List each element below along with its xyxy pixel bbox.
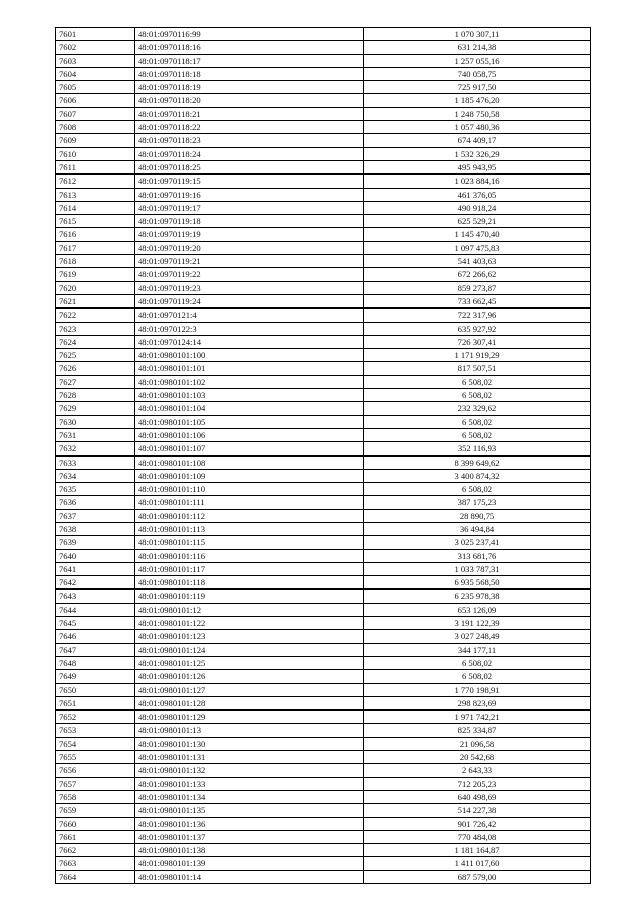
cadastral-value-cell: 6 508,02 [364,670,591,683]
table-row [56,335,591,348]
row-number-cell: 7622 [56,308,135,322]
cadastral-value-cell: 1 532 326,29 [364,147,591,160]
table-row [56,710,591,724]
row-number-cell: 7631 [56,428,135,441]
table-row [56,656,591,669]
cadastral-value-cell: 6 235 978,38 [364,589,591,603]
cadastral-number-cell: 48:01:0970119:19 [135,228,364,241]
cadastral-value-cell: 653 126,09 [364,603,591,616]
table-row [56,322,591,335]
cadastral-number-cell: 48:01:0980101:119 [135,589,364,603]
cadastral-number-cell: 48:01:0970119:22 [135,268,364,281]
cadastral-number-cell: 48:01:0980101:118 [135,576,364,590]
cadastral-number-cell: 48:01:0980101:104 [135,402,364,415]
table-row [56,857,591,870]
table-row [56,830,591,843]
table-row [56,294,591,308]
cadastral-value-cell: 1 097 475,83 [364,241,591,254]
cadastral-number-cell: 48:01:0970119:21 [135,255,364,268]
table-row [56,696,591,710]
row-number-cell: 7628 [56,389,135,402]
row-number-cell: 7664 [56,870,135,883]
row-number-cell: 7656 [56,764,135,777]
cadastral-value-cell: 541 403,63 [364,255,591,268]
cadastral-value-cell: 514 227,38 [364,804,591,817]
cadastral-number-cell: 48:01:0980101:133 [135,777,364,790]
cadastral-value-cell: 490 918,24 [364,201,591,214]
row-number-cell: 7634 [56,469,135,482]
row-number-cell: 7644 [56,603,135,616]
cadastral-number-cell: 48:01:0970118:25 [135,160,364,174]
table-row [56,415,591,428]
cadastral-value-cell: 3 400 874,32 [364,469,591,482]
row-number-cell: 7650 [56,683,135,696]
cadastral-number-cell: 48:01:0980101:14 [135,870,364,883]
table-row [56,617,591,630]
row-number-cell: 7653 [56,724,135,737]
cadastral-number-cell: 48:01:0970122:3 [135,322,364,335]
cadastral-value-cell: 1 023 884,16 [364,174,591,188]
table-row [56,469,591,482]
row-number-cell: 7614 [56,201,135,214]
table-row [56,576,591,590]
cadastral-number-cell: 48:01:0970121:4 [135,308,364,322]
table-row [56,603,591,616]
cadastral-number-cell: 48:01:0980101:123 [135,630,364,643]
cadastral-value-cell: 740 058,75 [364,67,591,80]
row-number-cell: 7611 [56,160,135,174]
row-number-cell: 7619 [56,268,135,281]
cadastral-number-cell: 48:01:0980101:111 [135,496,364,509]
table-row [56,268,591,281]
row-number-cell: 7608 [56,121,135,134]
row-number-cell: 7620 [56,281,135,294]
cadastral-value-cell: 1 070 307,11 [364,28,591,41]
table-row [56,134,591,147]
row-number-cell: 7613 [56,188,135,201]
table-row [56,844,591,857]
cadastral-number-cell: 48:01:0980101:122 [135,617,364,630]
cadastral-value-cell: 8 399 649,62 [364,456,591,470]
cadastral-number-cell: 48:01:0980101:139 [135,857,364,870]
table-row [56,147,591,160]
table-row [56,496,591,509]
table-row [56,549,591,562]
cadastral-value-cell: 495 943,95 [364,160,591,174]
row-number-cell: 7659 [56,804,135,817]
cadastral-value-cell: 687 579,00 [364,870,591,883]
cadastral-number-cell: 48:01:0980101:132 [135,764,364,777]
table-row [56,201,591,214]
row-number-cell: 7636 [56,496,135,509]
cadastral-number-cell: 48:01:0970119:16 [135,188,364,201]
table-row [56,509,591,522]
table-row [56,67,591,80]
cadastral-number-cell: 48:01:0980101:124 [135,643,364,656]
cadastral-value-cell: 825 334,87 [364,724,591,737]
cadastral-number-cell: 48:01:0980101:109 [135,469,364,482]
cadastral-number-cell: 48:01:0970118:21 [135,107,364,120]
table-row [56,456,591,470]
cadastral-value-cell: 36 494,84 [364,522,591,535]
table-row [56,670,591,683]
cadastral-value-cell: 3 027 248,49 [364,630,591,643]
cadastral-number-cell: 48:01:0980101:131 [135,751,364,764]
row-number-cell: 7641 [56,562,135,575]
cadastral-number-cell: 48:01:0970118:19 [135,81,364,94]
row-number-cell: 7637 [56,509,135,522]
row-number-cell: 7610 [56,147,135,160]
cadastral-value-cell: 725 917,50 [364,81,591,94]
cadastral-number-cell: 48:01:0970118:22 [135,121,364,134]
cadastral-value-cell: 640 498,69 [364,790,591,803]
table-row [56,107,591,120]
cadastral-number-cell: 48:01:0970119:18 [135,215,364,228]
table-row [56,683,591,696]
cadastral-value-cell: 6 508,02 [364,389,591,402]
cadastral-number-cell: 48:01:0970118:18 [135,67,364,80]
table-row [56,228,591,241]
row-number-cell: 7632 [56,442,135,456]
cadastral-value-cell: 6 508,02 [364,428,591,441]
cadastral-number-cell: 48:01:0970119:24 [135,294,364,308]
row-number-cell: 7616 [56,228,135,241]
table-row [56,54,591,67]
cadastral-number-cell: 48:01:0980101:108 [135,456,364,470]
row-number-cell: 7654 [56,737,135,750]
cadastral-number-cell: 48:01:0970119:17 [135,201,364,214]
cadastral-number-cell: 48:01:0980101:135 [135,804,364,817]
row-number-cell: 7603 [56,54,135,67]
cadastral-number-cell: 48:01:0970116:99 [135,28,364,41]
cadastral-value-cell: 733 662,45 [364,294,591,308]
cadastral-number-cell: 48:01:0970118:20 [135,94,364,107]
cadastral-number-cell: 48:01:0980101:117 [135,562,364,575]
cadastral-value-cell: 344 177,11 [364,643,591,656]
table-row [56,817,591,830]
cadastral-number-cell: 48:01:0980101:101 [135,362,364,375]
row-number-cell: 7617 [56,241,135,254]
cadastral-number-cell: 48:01:0970119:23 [135,281,364,294]
cadastral-value-cell: 1 033 787,31 [364,562,591,575]
cadastral-number-cell: 48:01:0980101:130 [135,737,364,750]
table-row [56,349,591,362]
row-number-cell: 7601 [56,28,135,41]
cadastral-value-cell: 313 681,76 [364,549,591,562]
row-number-cell: 7648 [56,656,135,669]
cadastral-value-cell: 1 770 198,91 [364,683,591,696]
table-row [56,389,591,402]
table-row [56,281,591,294]
row-number-cell: 7627 [56,375,135,388]
cadastral-value-cell: 1 171 919,29 [364,349,591,362]
row-number-cell: 7629 [56,402,135,415]
cadastral-value-cell: 726 307,41 [364,335,591,348]
row-number-cell: 7623 [56,322,135,335]
table-row [56,751,591,764]
row-number-cell: 7606 [56,94,135,107]
table-row [56,28,591,41]
row-number-cell: 7615 [56,215,135,228]
row-number-cell: 7645 [56,617,135,630]
cadastral-number-cell: 48:01:0980101:113 [135,522,364,535]
row-number-cell: 7660 [56,817,135,830]
row-number-cell: 7630 [56,415,135,428]
table-row [56,308,591,322]
row-number-cell: 7643 [56,589,135,603]
row-number-cell: 7646 [56,630,135,643]
row-number-cell: 7642 [56,576,135,590]
cadastral-number-cell: 48:01:0970119:15 [135,174,364,188]
cadastral-value-cell: 6 508,02 [364,656,591,669]
table-row [56,255,591,268]
cadastral-value-cell: 712 205,23 [364,777,591,790]
row-number-cell: 7618 [56,255,135,268]
table-row [56,724,591,737]
table-row [56,522,591,535]
cadastral-value-cell: 1 145 470,40 [364,228,591,241]
table-row [56,589,591,603]
table-row [56,483,591,496]
cadastral-number-cell: 48:01:0980101:137 [135,830,364,843]
cadastral-value-cell: 298 823,69 [364,696,591,710]
cadastral-value-cell: 625 529,21 [364,215,591,228]
cadastral-number-cell: 48:01:0980101:134 [135,790,364,803]
cadastral-number-cell: 48:01:0980101:125 [135,656,364,669]
row-number-cell: 7633 [56,456,135,470]
table-row [56,241,591,254]
cadastral-number-cell: 48:01:0980101:129 [135,710,364,724]
row-number-cell: 7607 [56,107,135,120]
row-number-cell: 7635 [56,483,135,496]
cadastral-value-cell: 232 329,62 [364,402,591,415]
table-row [56,94,591,107]
row-number-cell: 7652 [56,710,135,724]
cadastral-number-cell: 48:01:0980101:110 [135,483,364,496]
cadastral-value-cell: 631 214,38 [364,41,591,54]
row-number-cell: 7605 [56,81,135,94]
cadastral-value-cell: 674 409,17 [364,134,591,147]
row-number-cell: 7651 [56,696,135,710]
cadastral-value-cell: 901 726,42 [364,817,591,830]
table-row [56,804,591,817]
cadastral-value-cell: 6 508,02 [364,375,591,388]
table-row [56,81,591,94]
cadastral-number-cell: 48:01:0970118:23 [135,134,364,147]
cadastral-number-cell: 48:01:0970119:20 [135,241,364,254]
cadastral-value-cell: 352 116,93 [364,442,591,456]
cadastral-number-cell: 48:01:0980101:127 [135,683,364,696]
row-number-cell: 7662 [56,844,135,857]
table-row [56,362,591,375]
cadastral-number-cell: 48:01:0980101:102 [135,375,364,388]
cadastral-number-cell: 48:01:0980101:107 [135,442,364,456]
cadastral-number-cell: 48:01:0970118:24 [135,147,364,160]
cadastral-number-cell: 48:01:0980101:100 [135,349,364,362]
row-number-cell: 7638 [56,522,135,535]
row-number-cell: 7625 [56,349,135,362]
cadastral-number-cell: 48:01:0980101:126 [135,670,364,683]
row-number-cell: 7639 [56,536,135,549]
cadastral-value-cell: 3 191 122,39 [364,617,591,630]
table-row [56,375,591,388]
row-number-cell: 7655 [56,751,135,764]
cadastral-value-cell: 387 175,23 [364,496,591,509]
cadastral-value-table [55,27,591,884]
cadastral-value-cell: 1 185 476,20 [364,94,591,107]
table-row [56,215,591,228]
table-row [56,870,591,883]
cadastral-value-cell: 635 927,92 [364,322,591,335]
row-number-cell: 7640 [56,549,135,562]
row-number-cell: 7612 [56,174,135,188]
cadastral-value-cell: 28 890,75 [364,509,591,522]
cadastral-number-cell: 48:01:0980101:136 [135,817,364,830]
cadastral-value-cell: 1 257 055,16 [364,54,591,67]
table-row [56,737,591,750]
cadastral-number-cell: 48:01:0980101:13 [135,724,364,737]
cadastral-value-cell: 2 643,33 [364,764,591,777]
table-row [56,402,591,415]
cadastral-value-cell: 770 484,08 [364,830,591,843]
cadastral-value-cell: 21 096,58 [364,737,591,750]
row-number-cell: 7602 [56,41,135,54]
table-row [56,562,591,575]
row-number-cell: 7626 [56,362,135,375]
table-row [56,777,591,790]
cadastral-number-cell: 48:01:0970118:17 [135,54,364,67]
table-row [56,536,591,549]
row-number-cell: 7658 [56,790,135,803]
cadastral-number-cell: 48:01:0980101:105 [135,415,364,428]
table-row [56,41,591,54]
row-number-cell: 7661 [56,830,135,843]
cadastral-value-cell: 6 508,02 [364,415,591,428]
cadastral-number-cell: 48:01:0980101:128 [135,696,364,710]
cadastral-number-cell: 48:01:0980101:106 [135,428,364,441]
cadastral-number-cell: 48:01:0980101:112 [135,509,364,522]
cadastral-value-cell: 20 542,68 [364,751,591,764]
cadastral-value-cell: 817 507,51 [364,362,591,375]
table-row [56,174,591,188]
table-row [56,630,591,643]
row-number-cell: 7663 [56,857,135,870]
cadastral-value-cell: 722 317,96 [364,308,591,322]
cadastral-value-cell: 6 935 568,50 [364,576,591,590]
table-row [56,188,591,201]
cadastral-value-cell: 1 057 480,36 [364,121,591,134]
table-row [56,643,591,656]
table-row [56,121,591,134]
document-page [55,27,591,884]
cadastral-number-cell: 48:01:0980101:103 [135,389,364,402]
cadastral-value-cell: 859 273,87 [364,281,591,294]
row-number-cell: 7609 [56,134,135,147]
cadastral-number-cell: 48:01:0970124:14 [135,335,364,348]
cadastral-value-cell: 1 411 017,60 [364,857,591,870]
table-row [56,160,591,174]
row-number-cell: 7647 [56,643,135,656]
table-row [56,790,591,803]
cadastral-number-cell: 48:01:0980101:12 [135,603,364,616]
row-number-cell: 7624 [56,335,135,348]
cadastral-value-cell: 1 971 742,21 [364,710,591,724]
row-number-cell: 7657 [56,777,135,790]
table-body [56,28,591,884]
cadastral-value-cell: 461 376,05 [364,188,591,201]
cadastral-value-cell: 1 248 750,58 [364,107,591,120]
cadastral-value-cell: 672 266,62 [364,268,591,281]
row-number-cell: 7621 [56,294,135,308]
cadastral-number-cell: 48:01:0980101:115 [135,536,364,549]
cadastral-number-cell: 48:01:0970118:16 [135,41,364,54]
cadastral-value-cell: 1 181 164,87 [364,844,591,857]
table-row [56,428,591,441]
cadastral-value-cell: 3 025 237,41 [364,536,591,549]
row-number-cell: 7604 [56,67,135,80]
cadastral-number-cell: 48:01:0980101:116 [135,549,364,562]
table-row [56,442,591,456]
cadastral-value-cell: 6 508,02 [364,483,591,496]
cadastral-number-cell: 48:01:0980101:138 [135,844,364,857]
row-number-cell: 7649 [56,670,135,683]
table-row [56,764,591,777]
